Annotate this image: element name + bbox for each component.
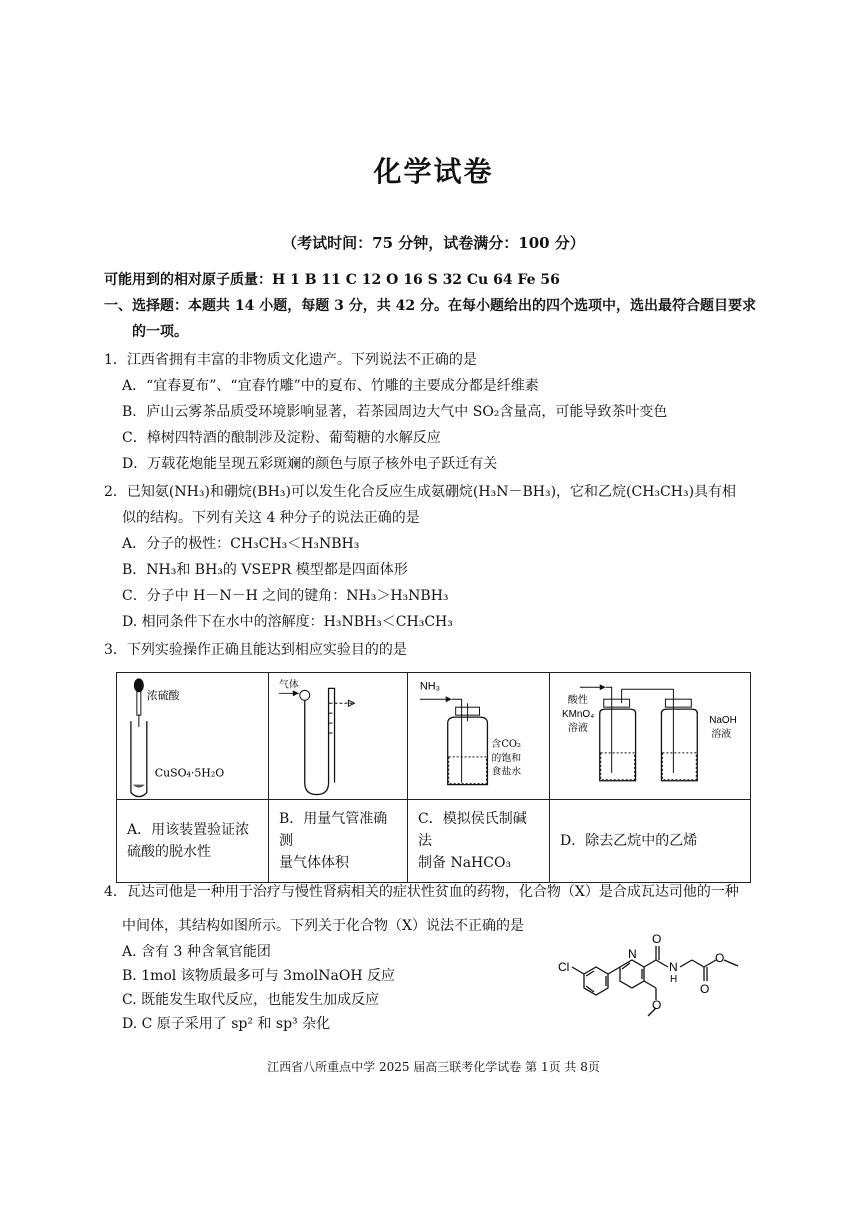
option-b-caption: B．用量气管准确测 量气体体积 — [269, 800, 408, 883]
exam-info: （考试时间：75 分钟，试卷满分：100 分） — [282, 234, 585, 252]
label-nh3: NH₃ — [419, 680, 441, 693]
label-carbonyl-o: O — [652, 932, 662, 946]
q1-option-d: D．万载花炮能呈现五彩斑斓的颜色与原子核外电子跃迁有关 — [122, 456, 498, 472]
label-saturated: 的饱和 — [491, 752, 522, 764]
q4-option-c: C. 既能发生取代反应，也能发生加成反应 — [122, 992, 380, 1008]
option-c-caption: C．模拟侯氏制碱法 制备 NaHCO₃ — [408, 800, 550, 883]
option-d-caption: D．除去乙烷中的乙烯 — [550, 800, 751, 883]
label-cl: Cl — [558, 960, 570, 974]
q1-stem: 1．江西省拥有丰富的非物质文化遗产。下列说法不正确的是 — [104, 352, 477, 368]
label-amide-n: N — [669, 960, 678, 974]
section-heading-line2: 的一项。 — [132, 324, 188, 340]
q2-option-d: D. 相同条件下在水中的溶解度：H₃NBH₃＜CH₃CH₃ — [122, 614, 453, 630]
page-footer: 江西省八所重点中学 2025 届高三联考化学试卷 第 1页 共 8页 — [267, 1060, 600, 1074]
apparatus-d-diagram — [550, 673, 750, 799]
label-methoxy-o: O — [652, 998, 662, 1012]
label-gas: 气体 — [278, 679, 299, 691]
apparatus-b-diagram — [269, 673, 407, 799]
q4-stem-line1: 4．瓦达司他是一种用于治疗与慢性肾病相关的症状性贫血的药物，化合物（X）是合成瓦达司他的一种 — [104, 884, 739, 900]
apparatus-a-diagram — [117, 673, 268, 799]
label-ester-carbonyl-o: O — [700, 982, 710, 996]
apparatus-c-cell — [408, 673, 550, 800]
q2-stem-line1: 2．已知氨(NH₃)和硼烷(BH₃)可以发生化合反应生成氨硼烷(H₃N－BH₃)，它和乙烷(CH₃CH₃)具有相 — [104, 484, 737, 500]
q2-option-b: B．NH₃和 BH₃的 VSEPR 模型都是四面体形 — [122, 562, 408, 578]
q2-option-c: C．分子中 H－N－H 之间的键角：NH₃＞H₃NBH₃ — [122, 588, 449, 604]
label-solution-1: 溶液 — [567, 723, 588, 735]
q2-option-a: A．分子的极性：CH₃CH₃＜H₃NBH₃ — [122, 536, 360, 552]
label-amide-h: H — [670, 974, 678, 985]
section-heading-line1: 一、选择题：本题共 14 小题，每题 3 分，共 42 分。在每小题给出的四个选项中，选出最符合题目要求 — [104, 298, 756, 314]
label-copper-sulfate: CuSO₄·5H₂O — [154, 766, 225, 780]
label-conc-sulfuric-acid: 浓硫酸 — [146, 689, 180, 703]
q4-option-b: B. 1mol 该物质最多可与 3molNaOH 反应 — [122, 968, 395, 984]
q4-option-d: D. C 原子采用了 sp² 和 sp³ 杂化 — [122, 1016, 331, 1032]
page-title: 化学试卷 — [373, 155, 494, 188]
q2-stem-line2: 似的结构。下列有关这 4 种分子的说法正确的是 — [122, 510, 420, 526]
label-solution-2: 溶液 — [711, 728, 732, 740]
q1-option-c: C．樟树四特酒的酿制涉及淀粉、葡萄糖的水解反应 — [122, 430, 441, 446]
apparatus-a-cell — [117, 673, 269, 800]
atomic-masses: 可能用到的相对原子质量：H 1 B 11 C 12 O 16 S 32 Cu 64 Fe 56 — [104, 272, 560, 288]
label-acidic: 酸性 — [567, 695, 588, 707]
q1-option-b: B．庐山云雾茶品质受环境影响显著，若茶园周边大气中 SO₂含量高，可能导致茶叶变色 — [122, 404, 668, 420]
label-kmno4: KMnO₄ — [561, 709, 595, 721]
option-a-caption: A．用该装置验证浓 硫酸的脱水性 — [117, 800, 269, 883]
label-contains-co2: 含CO₂ — [491, 738, 522, 750]
q3-stem: 3．下列实验操作正确且能达到相应实验目的的是 — [104, 642, 407, 658]
experiment-table — [116, 672, 751, 883]
apparatus-d-cell — [550, 673, 751, 800]
label-ester-o: O — [715, 951, 725, 965]
q4-option-a: A. 含有 3 种含氧官能团 — [122, 944, 271, 960]
label-ring-n: N — [628, 947, 637, 961]
apparatus-c-diagram — [408, 673, 549, 799]
q1-option-a: A．“宜春夏布”、“宜春竹雕”中的夏布、竹雕的主要成分都是纤维素 — [122, 378, 539, 394]
label-brine: 食盐水 — [491, 766, 522, 778]
compound-x-structure — [548, 926, 748, 1026]
label-naoh: NaOH — [709, 715, 737, 727]
apparatus-b-cell — [269, 673, 408, 800]
q4-stem-line2: 中间体，其结构如图所示。下列关于化合物（X）说法不正确的是 — [122, 918, 524, 934]
